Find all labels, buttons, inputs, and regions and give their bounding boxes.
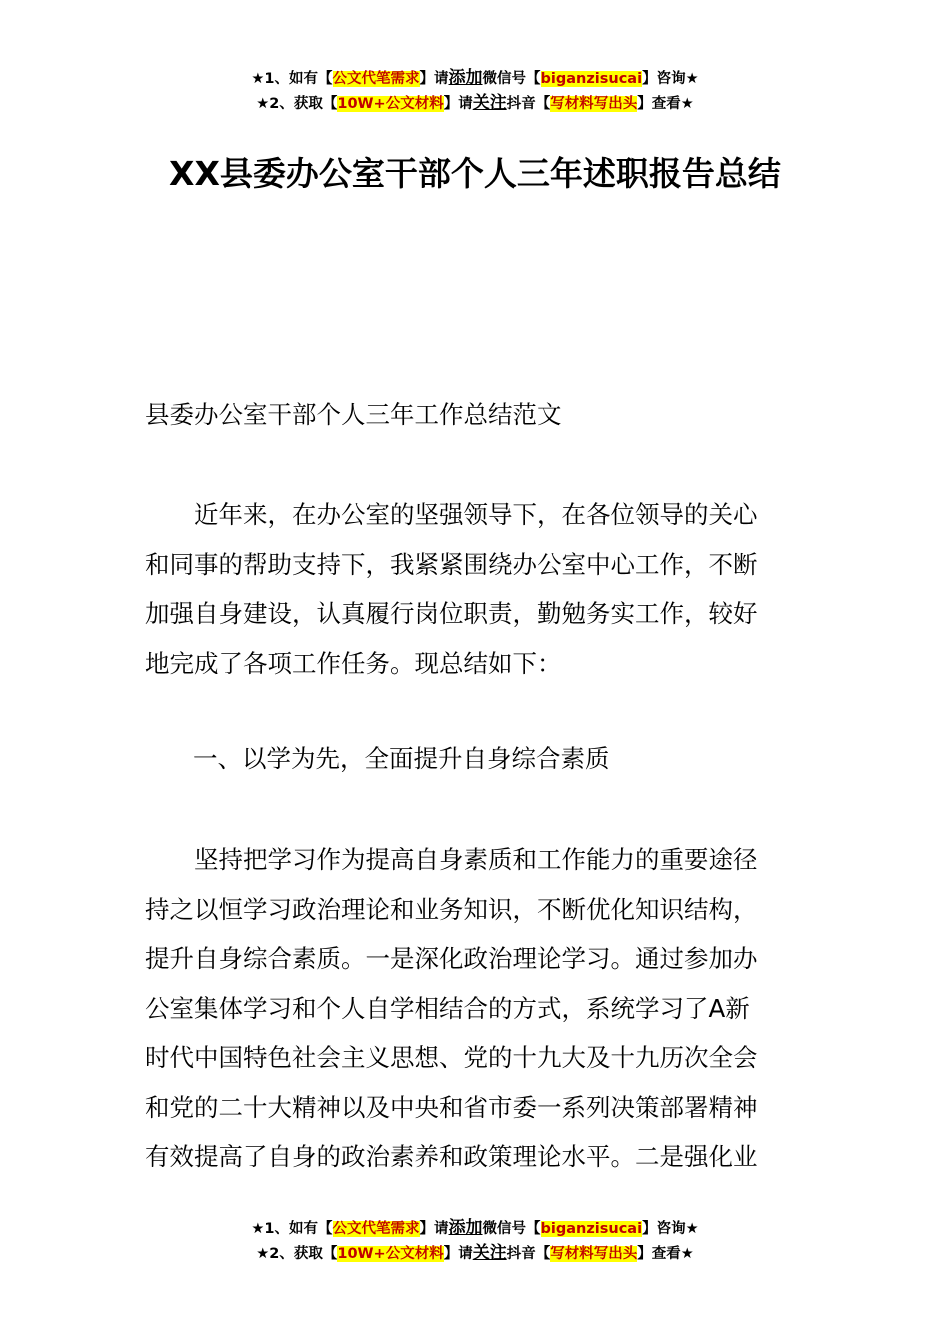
banner-emphasis: 关注 xyxy=(472,93,507,113)
banner-highlight: biganzisucai xyxy=(540,1221,643,1237)
section-heading-1: 一、以学为先，全面提升自身综合素质 xyxy=(193,744,610,773)
banner-text: 】咨询★ xyxy=(642,1221,699,1237)
banner-line-2 xyxy=(0,91,950,116)
banner-text: 抖音【 xyxy=(506,96,551,112)
paragraph-line: 坚持把学习作为提高自身素质和工作能力的重要途径 xyxy=(194,845,758,874)
banner-text: 】咨询★ xyxy=(642,71,699,87)
paragraph-line: 有效提高了自身的政治素养和政策理论水平。二是强化业 xyxy=(145,1142,758,1171)
banner-text: ★2、获取【 xyxy=(256,1246,338,1262)
banner-highlight: 写材料写出头 xyxy=(550,96,638,112)
banner-highlight: biganzisucai xyxy=(540,71,643,87)
banner-text: 】请 xyxy=(443,1246,473,1262)
banner-text: 】请 xyxy=(419,1221,449,1237)
paragraph-line: 和党的二十大精神以及中央和省市委一系列决策部署精神 xyxy=(145,1092,758,1122)
banner-text: 微信号【 xyxy=(482,71,541,87)
banner-highlight: 公文代笔需求 xyxy=(332,71,420,87)
banner-line-2 xyxy=(0,1241,950,1266)
paragraph-intro xyxy=(145,490,807,688)
paragraph-line: 近年来，在办公室的坚强领导下，在各位领导的关心 xyxy=(194,500,758,529)
document-title: XX县委办公室干部个人三年述职报告总结 xyxy=(169,154,781,193)
banner-text: 微信号【 xyxy=(482,1221,541,1237)
footer-banner xyxy=(0,1216,950,1266)
paragraph-line: 持之以恒学习政治理论和业务知识，不断优化知识结构， xyxy=(145,894,758,924)
banner-line-1 xyxy=(0,1216,950,1241)
banner-text: ★1、如有【 xyxy=(251,71,333,87)
paragraph-study xyxy=(145,835,807,1182)
banner-text: 】查看★ xyxy=(637,96,694,112)
banner-emphasis: 关注 xyxy=(472,1243,507,1263)
banner-text: 抖音【 xyxy=(506,1246,551,1262)
banner-emphasis: 添加 xyxy=(448,1218,483,1238)
paragraph-line: 地完成了各项工作任务。现总结如下： xyxy=(145,648,562,678)
paragraph-line: 提升自身综合素质。一是深化政治理论学习。通过参加办 xyxy=(145,944,758,973)
banner-text: ★2、获取【 xyxy=(256,96,338,112)
paragraph-line: 和同事的帮助支持下，我紧紧围绕办公室中心工作，不断 xyxy=(145,549,758,579)
banner-text: ★1、如有【 xyxy=(251,1221,333,1237)
paragraph-line: 时代中国特色社会主义思想、党的十九大及十九历次全会 xyxy=(145,1043,758,1072)
banner-emphasis: 添加 xyxy=(448,68,483,88)
header-banner xyxy=(0,66,950,116)
banner-highlight: 10W+公文材料 xyxy=(337,1246,444,1262)
banner-highlight: 写材料写出头 xyxy=(550,1246,638,1262)
paragraph-line: 加强自身建设，认真履行岗位职责，勤勉务实工作，较好 xyxy=(145,599,758,628)
banner-text: 】查看★ xyxy=(637,1246,694,1262)
paragraph-line: 公室集体学习和个人自学相结合的方式，系统学习了A新 xyxy=(145,993,750,1023)
banner-line-1 xyxy=(0,66,950,91)
banner-highlight: 10W+公文材料 xyxy=(337,96,444,112)
banner-highlight: 公文代笔需求 xyxy=(332,1221,420,1237)
document-subtitle: 县委办公室干部个人三年工作总结范文 xyxy=(145,400,562,429)
banner-text: 】请 xyxy=(443,96,473,112)
banner-text: 】请 xyxy=(419,71,449,87)
